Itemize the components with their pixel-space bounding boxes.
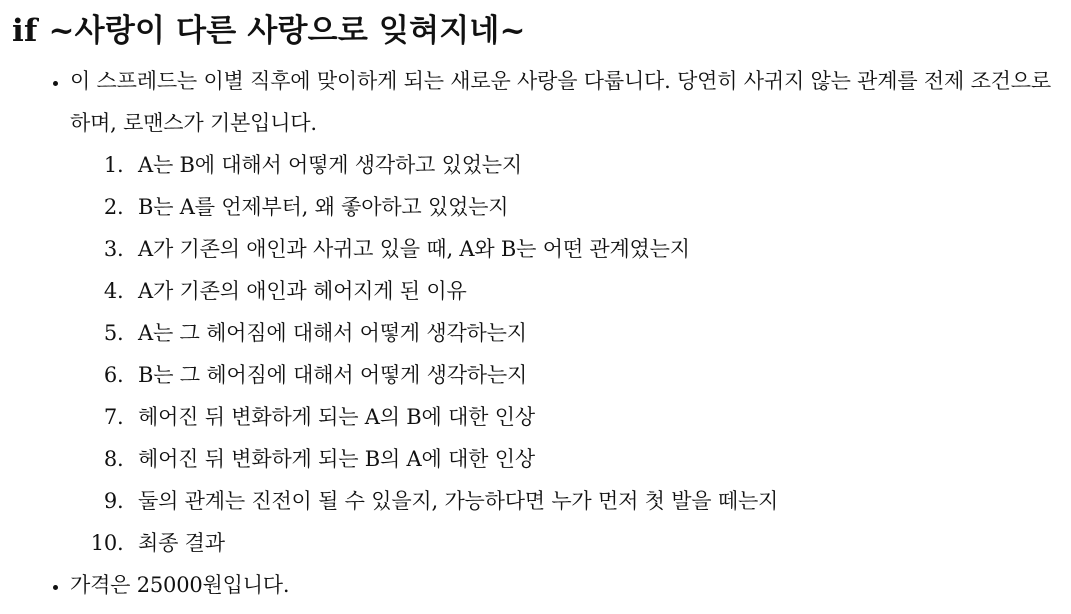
position-item-6: 6. B는 그 헤어짐에 대해서 어떻게 생각하는지: [130, 354, 1059, 396]
main-bullet-list: [12, 60, 1059, 606]
spread-positions-list: [70, 144, 1059, 564]
intro-list-item: [70, 60, 1059, 564]
position-item-2: 2. B는 A를 언제부터, 왜 좋아하고 있었는지: [130, 186, 1059, 228]
intro-text: 이 스프레드는 이별 직후에 맞이하게 되는 새로운 사랑을 다룹니다. 당연히 사귀지 않는 관계를 전제 조건으로 하며, 로맨스가 기본입니다.: [70, 69, 1051, 135]
price-list-item: • 가격은 25000원입니다.: [70, 564, 1059, 606]
position-item-10: 10. 최종 결과: [130, 522, 1059, 564]
page-title: if ~사랑이 다른 사랑으로 잊혀지네~: [12, 13, 526, 49]
position-item-9: 9. 둘의 관계는 진전이 될 수 있을지, 가능하다면 누가 먼저 첫 발을 떼는지: [130, 480, 1059, 522]
position-item-3: 3. A가 기존의 애인과 사귀고 있을 때, A와 B는 어떤 관계였는지: [130, 228, 1059, 270]
position-item-8: 8. 헤어진 뒤 변화하게 되는 B의 A에 대한 인상: [130, 438, 1059, 480]
position-item-4: 4. A가 기존의 애인과 헤어지게 된 이유: [130, 270, 1059, 312]
position-item-7: 7. 헤어진 뒤 변화하게 되는 A의 B에 대한 인상: [130, 396, 1059, 438]
position-item-1: 1. A는 B에 대해서 어떻게 생각하고 있었는지: [130, 144, 1059, 186]
position-item-5: 5. A는 그 헤어짐에 대해서 어떻게 생각하는지: [130, 312, 1059, 354]
